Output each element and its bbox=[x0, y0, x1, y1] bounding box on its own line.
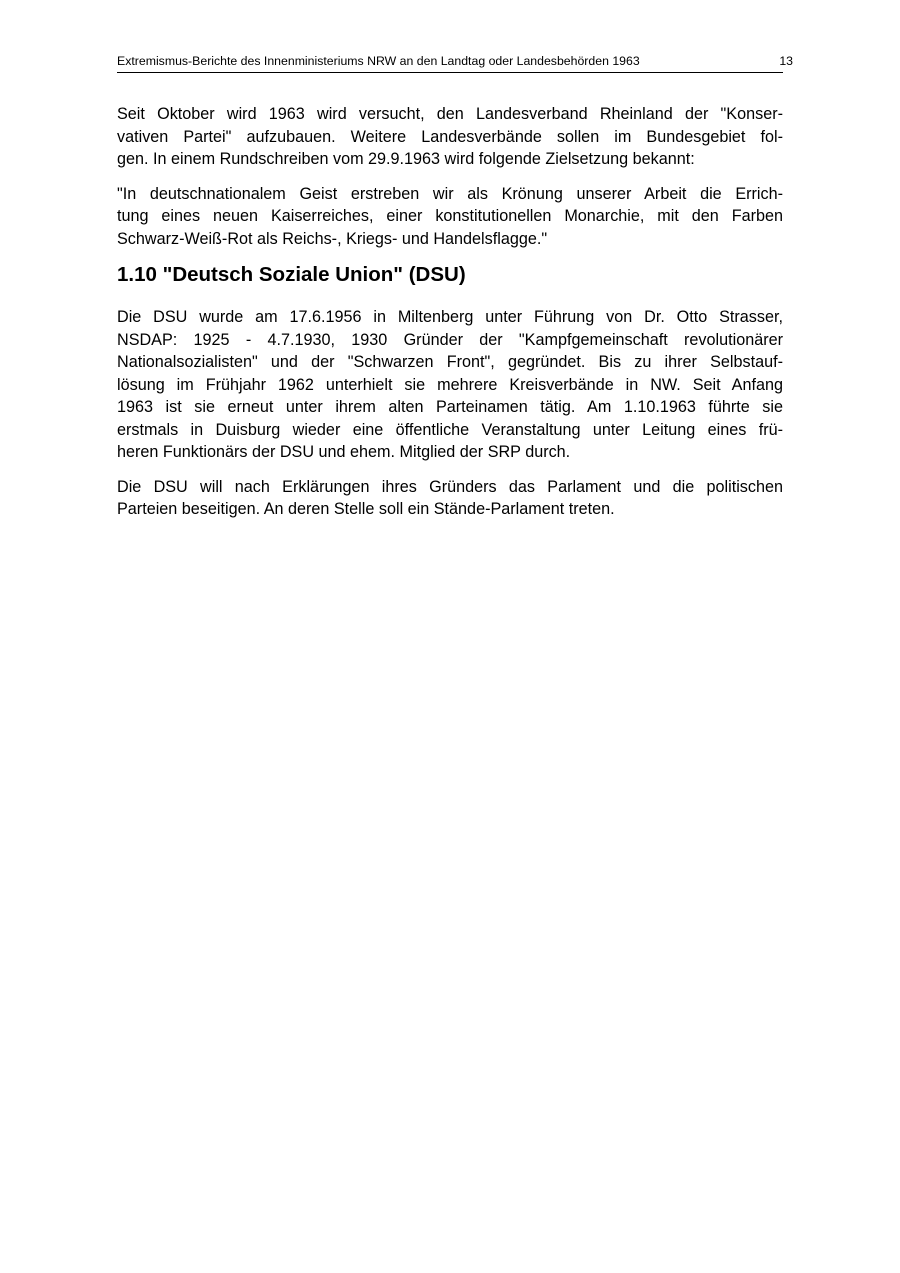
paragraph-dsu-history bbox=[117, 306, 783, 464]
text-line: Nationalsozialisten" und der "Schwarzen Front", gegründet. Bis zu ihrer Selbstauf- bbox=[117, 353, 783, 371]
page-number: 13 bbox=[779, 54, 793, 68]
section-heading: 1.10 "Deutsch Soziale Union" (DSU) bbox=[117, 263, 466, 286]
paragraph-intro bbox=[117, 103, 783, 171]
page-header bbox=[117, 53, 793, 73]
paragraph-quote bbox=[117, 183, 783, 251]
text-line: Schwarz-Weiß-Rot als Reichs-, Kriegs- und Handelsflagge." bbox=[117, 229, 548, 248]
text-line: tung eines neuen Kaiserreiches, einer konstitutionellen Monarchie, mit den Farben bbox=[117, 207, 783, 225]
page-body bbox=[117, 103, 783, 533]
text-line: gen. In einem Rundschreiben vom 29.9.1963 wird folgende Zielsetzung bekannt: bbox=[117, 150, 695, 168]
text-line: Seit Oktober wird 1963 wird versucht, den Landesverband Rheinland der "Konser- bbox=[117, 105, 783, 123]
text-line: heren Funktionärs der DSU und ehem. Mitglied der SRP durch. bbox=[117, 443, 571, 461]
text-line: Die DSU will nach Erklärungen ihres Gründers das Parlament und die politischen bbox=[117, 477, 783, 496]
text-line: NSDAP: 1925 - 4.7.1930, 1930 Gründer der "Kampfgemeinschaft revolutionärer bbox=[117, 330, 783, 349]
text-line: Die DSU wurde am 17.6.1956 in Miltenberg unter Führung von Dr. Otto Strasser, bbox=[117, 308, 783, 326]
text-line: "In deutschnationalem Geist erstreben wir als Krönung unserer Arbeit die Errich- bbox=[117, 184, 783, 203]
paragraph-dsu-goals bbox=[117, 476, 783, 521]
text-line: vativen Partei" aufzubauen. Weitere Landesverbände sollen im Bundesgebiet fol- bbox=[117, 127, 783, 146]
text-line: lösung im Frühjahr 1962 unterhielt sie mehrere Kreisverbände in NW. Seit Anfang bbox=[117, 375, 783, 394]
text-line: 1963 ist sie erneut unter ihrem alten Parteinamen tätig. Am 1.10.1963 führte sie bbox=[117, 398, 783, 416]
text-line: erstmals in Duisburg wieder eine öffentliche Veranstaltung unter Leitung eines frü- bbox=[117, 420, 783, 439]
header-title: Extremismus-Berichte des Innenministeriums NRW an den Landtag oder Landesbehörden 1963 bbox=[117, 54, 640, 68]
text-line: Parteien beseitigen. An deren Stelle soll ein Stände-Parlament treten. bbox=[117, 500, 615, 518]
